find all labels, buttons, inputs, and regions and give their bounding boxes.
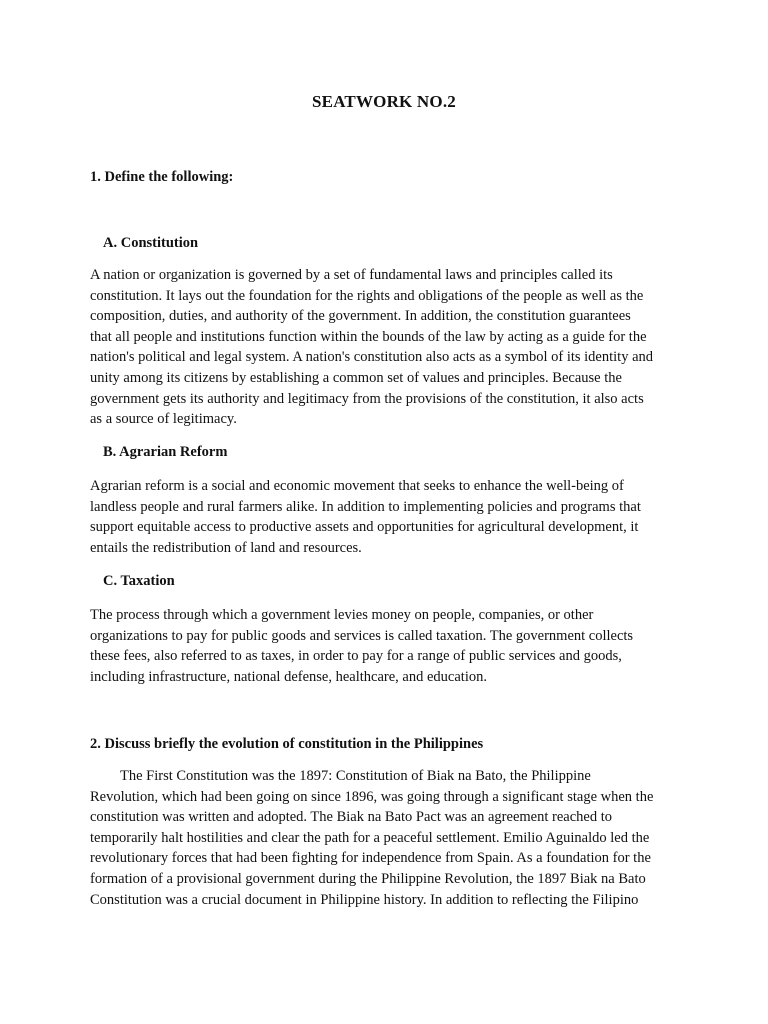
text-line: formation of a provisional government during the Philippine Revolution, the 1897 Biak na Bato <box>90 870 646 887</box>
text-line: Agrarian reform is a social and economic movement that seeks to enhance the well-being of <box>90 478 624 494</box>
text-line: landless people and rural farmers alike. In addition to implementing policies and programs that <box>90 498 641 515</box>
text-line: nation's political and legal system. A nation's constitution also acts as a symbol of its identity and <box>90 349 654 366</box>
text-line: organizations to pay for public goods and services is called taxation. The government collects <box>90 627 634 644</box>
text-line: The First Constitution was the 1897: Constitution of Biak na Bato, the Philippine <box>120 768 591 784</box>
text-line: The process through which a government levies money on people, companies, or other <box>90 607 594 623</box>
section-b-heading: B. Agrarian Reform <box>103 444 228 460</box>
question-2-paragraph <box>90 766 690 910</box>
text-line: Constitution was a crucial document in Philippine history. In addition to reflecting the Filipino <box>90 891 639 908</box>
text-line: composition, duties, and authority of the government. In addition, the constitution guarantees <box>90 308 631 325</box>
text-line: temporarily halt hostilities and clear the path for a peaceful settlement. Emilio Aguinaldo led the <box>90 829 650 846</box>
text-line: these fees, also referred to as taxes, in order to pay for a range of public services and goods, <box>90 648 622 665</box>
question-1-heading: 1. Define the following: <box>90 169 234 185</box>
text-line: constitution. It lays out the foundation for the rights and obligations of the people as well as the <box>90 287 644 304</box>
text-line: entails the redistribution of land and resources. <box>90 539 362 556</box>
text-line: Revolution, which had been going on since 1896, was going through a significant stage when the <box>90 788 654 805</box>
text-line: as a source of legitimacy. <box>90 411 237 428</box>
section-a-paragraph <box>90 265 690 430</box>
page-title: SEATWORK NO.2 <box>312 92 456 111</box>
text-line: support equitable access to productive assets and opportunities for agricultural development, it <box>90 519 639 536</box>
text-line: including infrastructure, national defense, healthcare, and education. <box>90 668 487 685</box>
question-2-heading: 2. Discuss briefly the evolution of constitution in the Philippines <box>90 736 484 752</box>
text-line: constitution was written and adopted. The Biak na Bato Pact was an agreement reached to <box>90 809 612 826</box>
text-line: government gets its authority and legitimacy from the provisions of the constitution, it also acts <box>90 390 644 407</box>
section-a-heading: A. Constitution <box>103 235 199 251</box>
text-line: A nation or organization is governed by a set of fundamental laws and principles called its <box>90 267 613 283</box>
text-line: unity among its citizens by establishing a common set of values and principles. Because the <box>90 369 622 386</box>
section-c-heading: C. Taxation <box>103 573 175 589</box>
text-line: revolutionary forces that had been fighting for independence from Spain. As a foundation for the <box>90 850 651 867</box>
section-c-paragraph <box>90 605 690 687</box>
text-line: that all people and institutions function within the bounds of the law by acting as a guide for the <box>90 328 647 345</box>
section-b-paragraph <box>90 476 690 558</box>
